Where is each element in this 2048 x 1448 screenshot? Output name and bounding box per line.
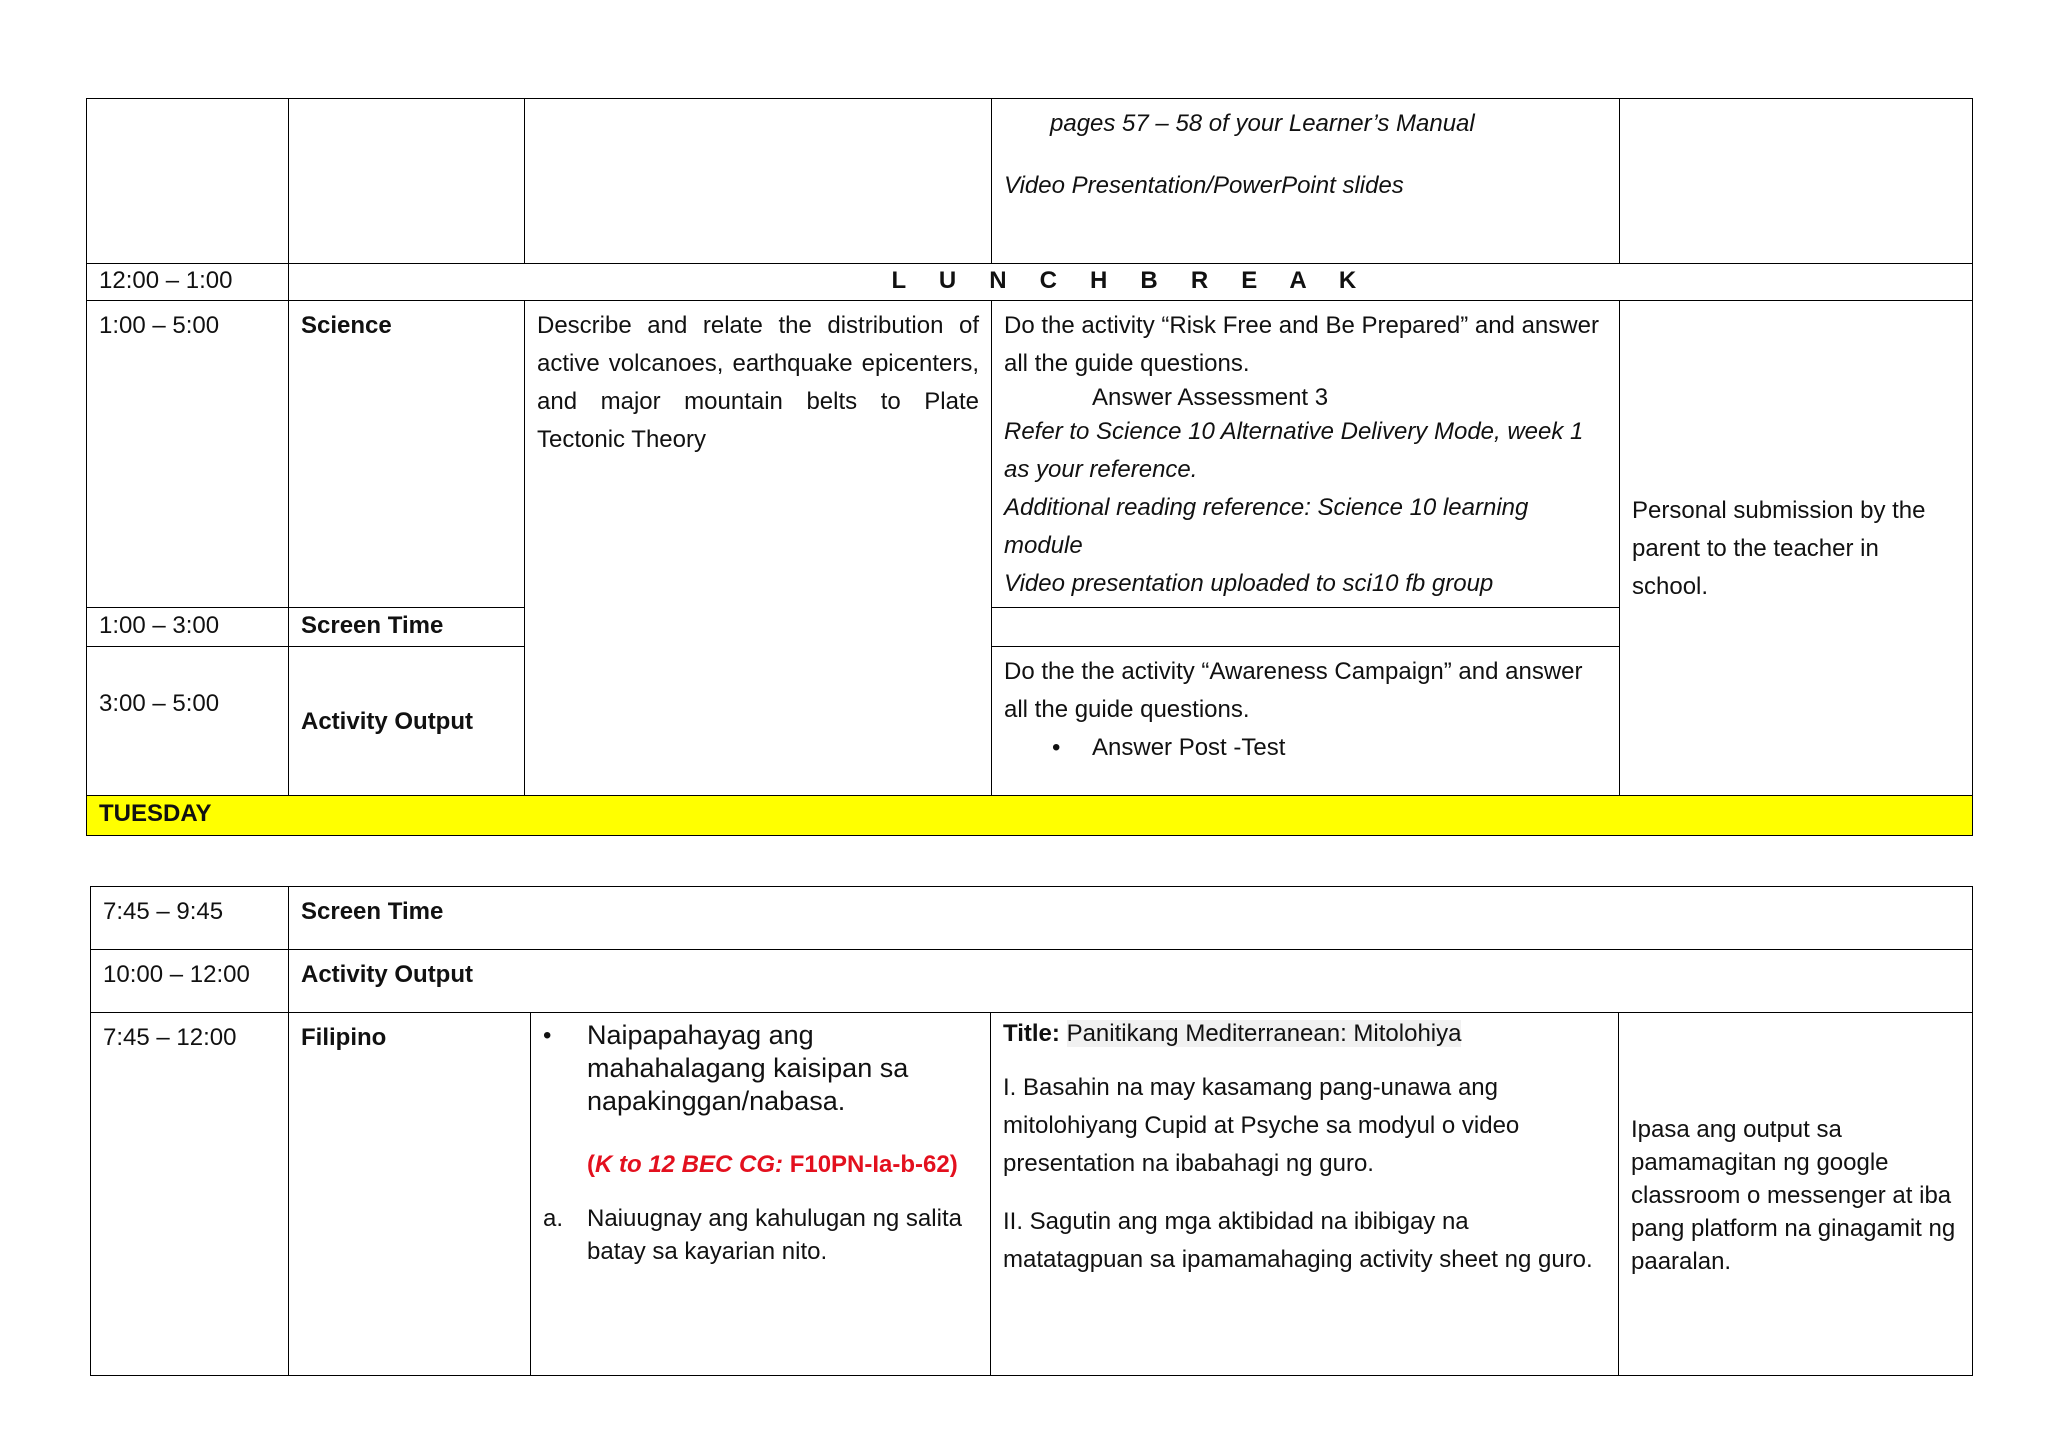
- title-value: Panitikang Mediterranean: Mitolohiya: [1066, 1020, 1462, 1047]
- time-cell: 1:00 – 5:00: [87, 301, 289, 608]
- code-value: F10PN-Ia-b-62: [789, 1151, 950, 1178]
- schedule-table-tuesday: [90, 886, 1973, 1376]
- activity-title: [1003, 1019, 1606, 1049]
- schedule-table-monday: [86, 98, 1973, 836]
- subject-cell: Activity Output: [289, 950, 1973, 1013]
- lunch-break-label: L U N C H B R E A K: [289, 264, 1973, 301]
- sub-item-text: Naiuugnay ang kahulugan ng salita batay sa kayarian nito.: [587, 1205, 962, 1265]
- activity-line: Video Presentation/PowerPoint slides: [1004, 172, 1404, 199]
- curriculum-code: (K to 12 BEC CG: F10PN-Ia-b-62): [587, 1151, 958, 1178]
- competency-sub-item: [543, 1202, 978, 1268]
- delivery-cell: Ipasa ang output sa pamamagitan ng google classroom o messenger at iba pang platform na ginagamit ng paaralan.: [1619, 1013, 1973, 1376]
- activity-cell: [992, 99, 1620, 264]
- activity-cell: [992, 647, 1620, 796]
- delivery-cell: [1620, 99, 1973, 264]
- sub-item-marker: a.: [543, 1205, 564, 1232]
- table-row: [87, 301, 1973, 608]
- subject-cell: Activity Output: [289, 647, 525, 796]
- activity-line: Answer Assessment 3: [1092, 384, 1329, 411]
- delivery-cell: Personal submission by the parent to the teacher in school.: [1620, 301, 1973, 796]
- subject-cell: Screen Time: [289, 608, 525, 647]
- day-banner: TUESDAY: [87, 796, 1973, 836]
- list-item: • Answer Post -Test: [1004, 729, 1607, 767]
- title-label: Title:: [1003, 1020, 1060, 1047]
- competency-cell: Describe and relate the distribution of active volcanoes, earthquake epicenters, and major mountain belts to Plate Tectonic Theory: [525, 301, 992, 796]
- competency-cell: [525, 99, 992, 264]
- time-cell: [87, 99, 289, 264]
- time-cell: 7:45 – 9:45: [91, 887, 289, 950]
- subject-cell: Science: [289, 301, 525, 608]
- table-row: [91, 950, 1973, 1013]
- table-row: [87, 99, 1973, 264]
- table-row: [91, 887, 1973, 950]
- time-cell: 12:00 – 1:00: [87, 264, 289, 301]
- activity-step: I. Basahin na may kasamang pang-unawa ang mitolohiyang Cupid at Psyche sa modyul o video presentation na ibabahagi ng guro.: [1003, 1074, 1520, 1177]
- time-cell: 10:00 – 12:00: [91, 950, 289, 1013]
- table-row: [91, 1013, 1973, 1376]
- activity-cell: [992, 608, 1620, 647]
- activity-line: Do the the activity “Awareness Campaign” and answer all the guide questions.: [1004, 658, 1583, 723]
- competency-text: Naipapahayag ang mahahalagang kaisipan sa napakinggan/nabasa.: [587, 1020, 909, 1116]
- activity-line: Additional reading reference: Science 10 learning module: [1004, 494, 1529, 559]
- activity-line: pages 57 – 58 of your Learner’s Manual: [1050, 110, 1475, 137]
- lunch-row: [87, 264, 1973, 301]
- time-cell: 7:45 – 12:00: [91, 1013, 289, 1376]
- code-prefix: K to 12 BEC CG:: [595, 1151, 784, 1178]
- time-cell: 3:00 – 5:00: [87, 647, 289, 796]
- activity-line: Do the activity “Risk Free and Be Prepared” and answer all the guide questions.: [1004, 312, 1599, 377]
- subject-cell: Screen Time: [289, 887, 1973, 950]
- activity-cell: [991, 1013, 1619, 1376]
- subject-cell: Filipino: [289, 1013, 531, 1376]
- activity-cell: [992, 301, 1620, 608]
- day-banner-row: [87, 796, 1973, 836]
- competency-cell: [531, 1013, 991, 1376]
- activity-step: II. Sagutin ang mga aktibidad na ibibigay na matatagpuan sa ipamamahaging activity sheet ng guro.: [1003, 1208, 1593, 1273]
- activity-line: Video presentation uploaded to sci10 fb group: [1004, 570, 1494, 597]
- competency-bullet: • Naipapahayag ang mahahalagang kaisipan sa napakinggan/nabasa.: [543, 1019, 978, 1118]
- activity-line: Refer to Science 10 Alternative Delivery Mode, week 1 as your reference.: [1004, 418, 1584, 483]
- time-cell: 1:00 – 3:00: [87, 608, 289, 647]
- subject-cell: [289, 99, 525, 264]
